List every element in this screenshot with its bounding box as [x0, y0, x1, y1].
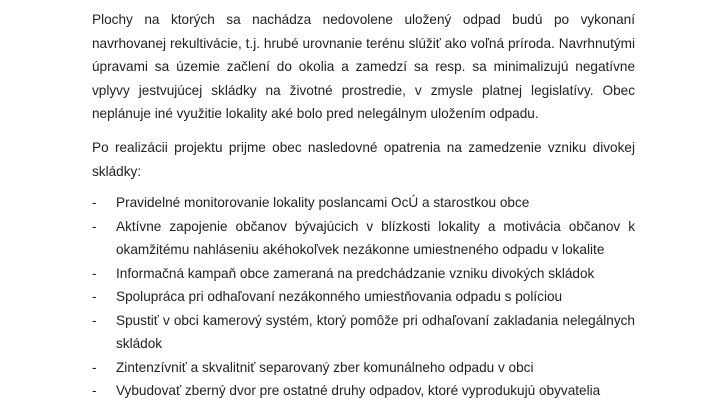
list-item [92, 262, 635, 286]
list-item [92, 215, 635, 262]
list-item [92, 379, 635, 403]
list-item [92, 356, 635, 380]
bullet-dash: - [92, 289, 97, 304]
list-item-text: Aktívne zapojenie občanov bývajúcich v blízkosti lokality a motivácia občanov k okamžitému nahláseniu akéhokoľvek nezákonne umiestneného odpadu v lokalite [116, 218, 635, 257]
bullet-dash: - [92, 383, 97, 398]
list-item [92, 285, 635, 309]
bullet-dash: - [92, 195, 97, 210]
bullet-dash: - [92, 312, 97, 328]
measures-list [92, 191, 635, 403]
list-item-text: Zintenzívniť a skvalitniť separovaný zber komunálneho odpadu v obci [116, 359, 534, 375]
paragraph-measures-intro: Po realizácii projektu prijme obec nasledovné opatrenia na zamedzenie vzniku divokej skládky: [92, 140, 635, 179]
bullet-dash: - [92, 265, 97, 281]
list-item-text: Pravidelné monitorovanie lokality poslancami OcÚ a starostkou obce [116, 195, 530, 210]
list-item-text: Spolupráca pri odhaľovaní nezákonného umiestňovania odpadu s políciou [116, 289, 563, 304]
list-item-text: Spustiť v obci kamerový systém, ktorý pomôže pri odhaľovaní zakladania nelegálnych skládok [116, 312, 635, 351]
list-item [92, 191, 635, 215]
list-item-text: Informačná kampaň obce zameraná na predchádzanie vzniku divokých skládok [116, 265, 595, 281]
list-item [92, 309, 635, 356]
bullet-dash: - [92, 218, 97, 234]
paragraph-remediation: Plochy na ktorých sa nachádza nedovolene uložený odpad budú po vykonaní navrhovanej rekultivácie, t.j. hrubé urovnanie terénu slúžiť ako voľná príroda. Navrhnutými úpravami sa územie začlení do okolia a zamedzí sa resp. sa minimalizujú negatívne vplyvy jestvujúcej skládky na životné prostredie, v zmysle platnej legislatívy. Obec neplánuje iné využitie lokality aké bolo pred nelegálnym uložením odpadu. [92, 12, 635, 121]
list-item-text: Vybudovať zberný dvor pre ostatné druhy odpadov, ktoré vyprodukujú obyvatelia [116, 383, 601, 398]
bullet-dash: - [92, 359, 97, 375]
